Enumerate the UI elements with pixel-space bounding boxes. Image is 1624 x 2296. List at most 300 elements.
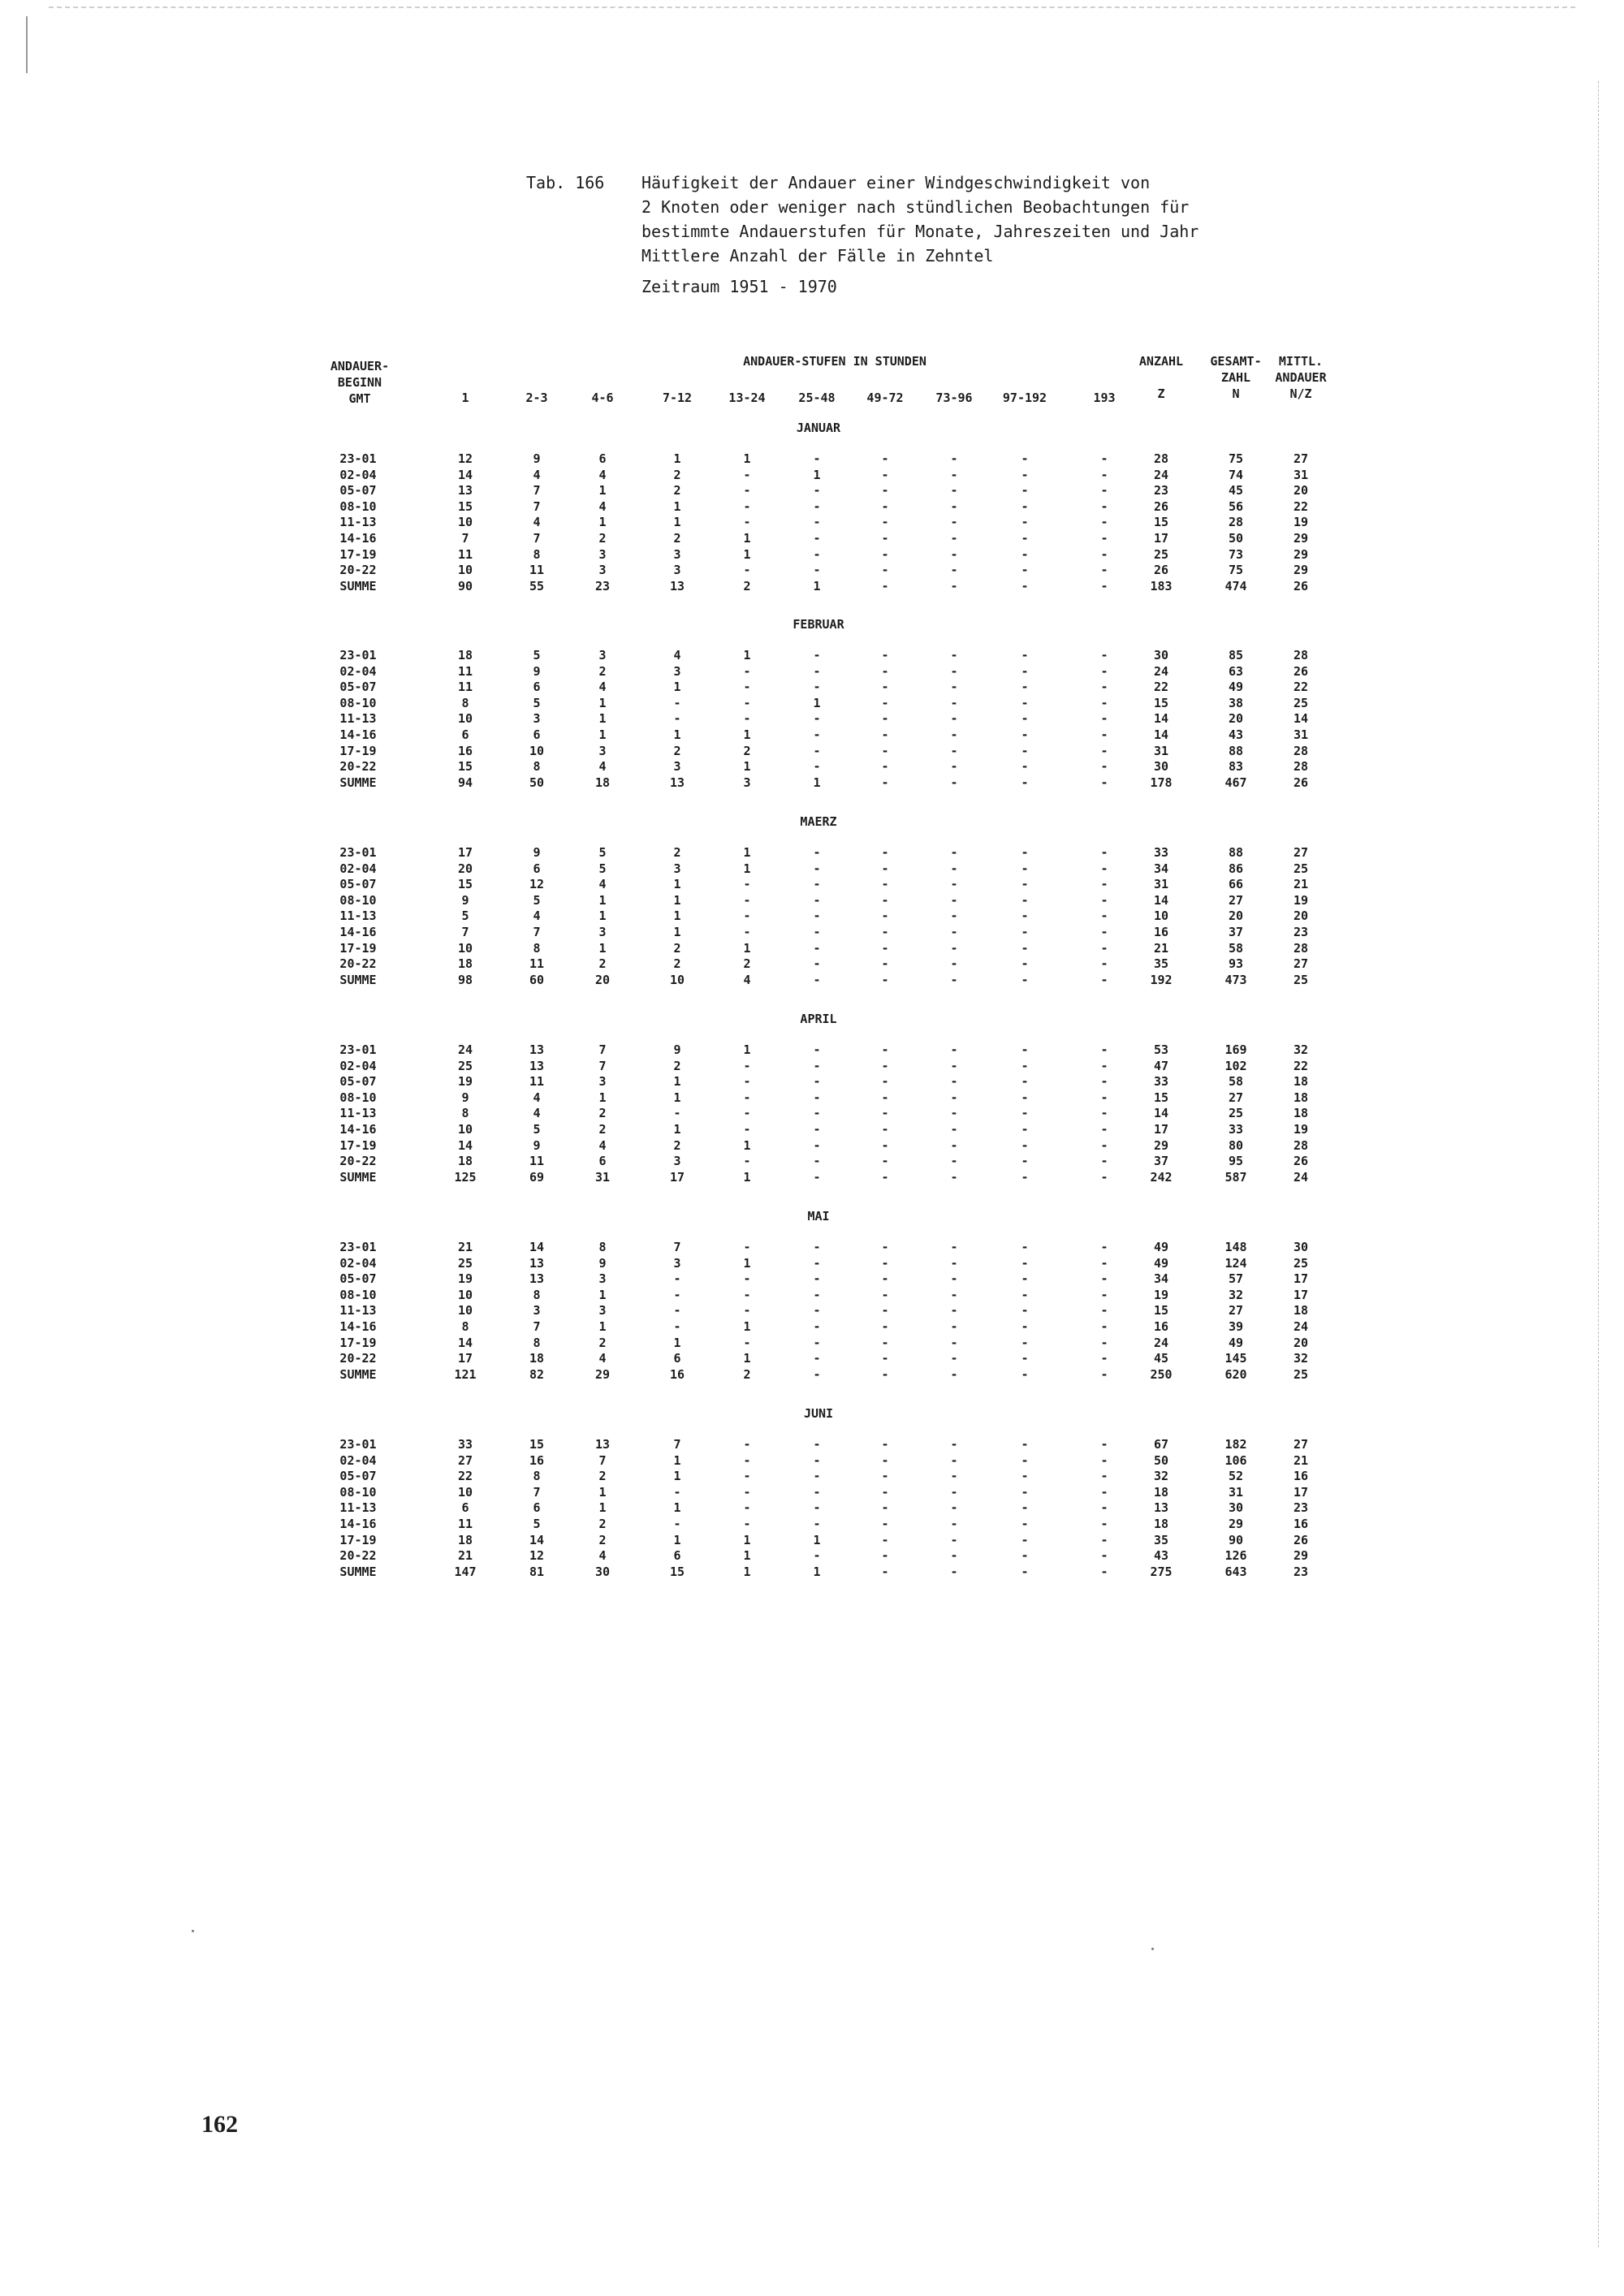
table-cell: 56 — [1228, 498, 1244, 514]
table-cell: - — [813, 1090, 821, 1105]
table-cell: 1 — [598, 892, 607, 908]
table-cell: - — [1100, 1564, 1108, 1579]
table-cell: 16 — [1293, 1469, 1309, 1484]
table-cell: - — [881, 972, 889, 987]
table-cell: - — [1021, 892, 1029, 908]
table-cell: - — [881, 563, 889, 578]
table-cell: 1 — [813, 578, 821, 593]
table-cell: 32 — [1153, 1469, 1169, 1484]
table-cell: 33 — [1228, 1122, 1244, 1137]
table-cell: - — [1021, 956, 1029, 972]
table-cell: 4 — [598, 877, 607, 892]
table-cell: 3 — [598, 1271, 607, 1287]
table-cell: 12 — [529, 877, 545, 892]
row-label: 23-01 — [339, 1042, 377, 1057]
table-cell: - — [950, 1169, 958, 1185]
table-cell: - — [950, 467, 958, 482]
row-label: 23-01 — [339, 451, 377, 466]
table-cell: 21 — [1293, 1452, 1309, 1468]
table-cell: 13 — [669, 775, 685, 790]
table-cell: - — [743, 1469, 751, 1484]
table-cell: - — [881, 663, 889, 679]
table-cell: - — [881, 680, 889, 695]
table-cell: - — [813, 861, 821, 876]
column-header: 73-96 — [935, 391, 973, 405]
table-cell: - — [950, 680, 958, 695]
table-cell: 75 — [1228, 451, 1244, 466]
caption-text — [641, 170, 1307, 299]
table-cell: - — [813, 1452, 821, 1468]
table-cell: 18 — [529, 1351, 545, 1366]
table-cell: 25 — [457, 1255, 473, 1271]
table-cell: 18 — [457, 1154, 473, 1169]
table-cell: 17 — [1293, 1271, 1309, 1287]
header-gesamt-zahl: ZAHL — [1220, 370, 1251, 385]
table-cell: - — [1100, 892, 1108, 908]
table-cell: - — [1021, 648, 1029, 662]
table-cell: 34 — [1153, 1271, 1169, 1287]
table-cell: 45 — [1153, 1351, 1169, 1366]
table-cell: - — [673, 1287, 681, 1302]
table-row — [0, 711, 1624, 727]
table-cell: 14 — [1153, 892, 1169, 908]
table-cell: - — [1021, 759, 1029, 775]
table-cell: 27 — [1293, 845, 1309, 860]
table-cell: - — [1100, 1517, 1108, 1531]
table-cell: 14 — [1153, 1106, 1169, 1121]
table-cell: 15 — [1153, 1090, 1169, 1105]
table-cell: 7 — [598, 1042, 607, 1057]
table-cell: 121 — [454, 1366, 477, 1382]
table-cell: 10 — [457, 563, 473, 578]
table-cell: - — [813, 1469, 821, 1484]
table-cell: 1 — [673, 892, 681, 908]
table-cell: 45 — [1228, 483, 1244, 498]
table-cell: 13 — [594, 1437, 611, 1452]
table-cell: - — [1021, 1074, 1029, 1090]
table-cell: 6 — [461, 1500, 469, 1516]
row-label: 05-07 — [339, 877, 377, 892]
table-row — [0, 1485, 1624, 1501]
row-label: SUMME — [339, 1564, 377, 1579]
table-cell: - — [1100, 648, 1108, 662]
table-cell: - — [881, 759, 889, 775]
table-cell: 250 — [1150, 1366, 1173, 1382]
table-cell: - — [881, 1058, 889, 1073]
table-cell: - — [743, 877, 751, 892]
table-cell: 75 — [1228, 563, 1244, 578]
table-cell: 587 — [1224, 1169, 1247, 1185]
table-row — [0, 1090, 1624, 1107]
table-cell: 17 — [1293, 1287, 1309, 1302]
table-cell: 1 — [673, 877, 681, 892]
table-row — [0, 1453, 1624, 1470]
table-cell: - — [1100, 563, 1108, 578]
table-cell: 10 — [457, 1287, 473, 1302]
table-cell: - — [950, 1287, 958, 1302]
column-header: 25-48 — [798, 391, 836, 405]
table-cell: - — [813, 663, 821, 679]
table-cell: 1 — [598, 1090, 607, 1105]
table-cell: 1 — [743, 1351, 751, 1366]
table-cell: - — [1100, 743, 1108, 758]
table-row — [0, 744, 1624, 760]
table-cell: - — [950, 1335, 958, 1350]
table-cell: - — [1100, 1335, 1108, 1350]
table-cell: - — [1021, 775, 1029, 790]
table-cell: 1 — [673, 925, 681, 939]
table-row — [0, 1319, 1624, 1336]
month-heading: JUNI — [803, 1406, 834, 1421]
table-cell: - — [950, 1106, 958, 1121]
table-cell: 23 — [594, 578, 611, 593]
table-cell: 28 — [1293, 648, 1309, 662]
table-cell: 182 — [1224, 1437, 1247, 1452]
table-cell: 1 — [598, 1500, 607, 1516]
table-row — [0, 664, 1624, 680]
table-cell: - — [950, 1469, 958, 1484]
row-label: 08-10 — [339, 1484, 377, 1500]
table-cell: - — [881, 1042, 889, 1057]
table-cell: - — [743, 1303, 751, 1318]
table-cell: - — [1100, 1351, 1108, 1366]
table-cell: - — [1021, 515, 1029, 530]
table-cell: 29 — [1293, 563, 1309, 578]
table-cell: - — [881, 956, 889, 972]
table-cell: - — [881, 1484, 889, 1500]
table-cell: 1 — [673, 908, 681, 924]
table-cell: - — [1100, 578, 1108, 593]
table-cell: 1 — [743, 1548, 751, 1564]
table-cell: - — [813, 531, 821, 546]
table-cell: 10 — [529, 743, 545, 758]
table-cell: 27 — [1293, 1437, 1309, 1452]
table-cell: - — [1100, 531, 1108, 546]
row-label: 17-19 — [339, 743, 377, 758]
table-cell: - — [1100, 956, 1108, 972]
table-cell: - — [813, 743, 821, 758]
table-cell: 13 — [529, 1058, 545, 1073]
table-cell: - — [950, 1058, 958, 1073]
table-row — [0, 861, 1624, 878]
table-cell: 1 — [598, 1319, 607, 1334]
table-cell: - — [1021, 727, 1029, 742]
table-cell: 2 — [673, 1137, 681, 1153]
table-row — [0, 1351, 1624, 1367]
table-cell: - — [1021, 483, 1029, 498]
month-heading: APRIL — [800, 1012, 837, 1026]
row-label: 02-04 — [339, 1452, 377, 1468]
table-cell: 1 — [813, 1564, 821, 1579]
row-label: 05-07 — [339, 1074, 377, 1090]
table-cell: - — [950, 1303, 958, 1318]
table-cell: 13 — [1153, 1500, 1169, 1516]
table-row — [0, 908, 1624, 925]
table-cell: - — [1021, 1548, 1029, 1564]
table-cell: 14 — [457, 1335, 473, 1350]
scan-speck — [192, 1930, 194, 1932]
table-cell: - — [1100, 1437, 1108, 1452]
table-cell: - — [1021, 1106, 1029, 1121]
table-cell: - — [881, 1169, 889, 1185]
table-cell: 14 — [1293, 711, 1309, 727]
table-cell: - — [1021, 1564, 1029, 1579]
row-label: 05-07 — [339, 483, 377, 498]
caption-period: Zeitraum 1951 - 1970 — [641, 277, 837, 296]
table-cell: 5 — [598, 861, 607, 876]
table-cell: 6 — [533, 861, 541, 876]
row-label: 17-19 — [339, 1137, 377, 1153]
table-cell: 4 — [533, 467, 541, 482]
table-cell: 52 — [1228, 1469, 1244, 1484]
table-cell: - — [950, 1090, 958, 1105]
table-cell: 15 — [1153, 1303, 1169, 1318]
table-cell: 11 — [529, 956, 545, 972]
table-cell: - — [1100, 1106, 1108, 1121]
table-cell: - — [950, 1484, 958, 1500]
table-cell: - — [950, 563, 958, 578]
table-cell: 19 — [457, 1074, 473, 1090]
row-label: 23-01 — [339, 845, 377, 860]
table-cell: 4 — [598, 498, 607, 514]
table-cell: - — [673, 1517, 681, 1531]
table-cell: 38 — [1228, 695, 1244, 710]
table-cell: - — [950, 1042, 958, 1057]
table-cell: 147 — [454, 1564, 477, 1579]
table-cell: - — [950, 877, 958, 892]
table-cell: - — [1100, 451, 1108, 466]
row-label: 17-19 — [339, 546, 377, 562]
table-cell: 124 — [1224, 1255, 1247, 1271]
table-cell: 25 — [1228, 1106, 1244, 1121]
table-cell: - — [950, 1271, 958, 1287]
table-cell: - — [881, 515, 889, 530]
table-cell: 3 — [598, 563, 607, 578]
table-cell: - — [950, 861, 958, 876]
table-cell: - — [743, 711, 751, 727]
table-cell: 50 — [1153, 1452, 1169, 1468]
header-anzahl: ANZAHL — [1138, 354, 1184, 369]
table-cell: 94 — [457, 775, 473, 790]
table-cell: - — [743, 1090, 751, 1105]
header-mittl: MITTL. — [1278, 354, 1324, 369]
table-row — [0, 956, 1624, 973]
table-row — [0, 1533, 1624, 1549]
table-cell: - — [1100, 972, 1108, 987]
table-cell: - — [1100, 1058, 1108, 1073]
table-cell: - — [1021, 1351, 1029, 1366]
table-cell: - — [881, 1548, 889, 1564]
table-cell: - — [1100, 759, 1108, 775]
table-cell: - — [813, 451, 821, 466]
table-cell: 23 — [1153, 483, 1169, 498]
table-row — [0, 1256, 1624, 1272]
table-cell: - — [813, 1074, 821, 1090]
table-cell: 31 — [1293, 467, 1309, 482]
table-cell: 47 — [1153, 1058, 1169, 1073]
table-cell: 1 — [673, 1469, 681, 1484]
table-cell: 88 — [1228, 743, 1244, 758]
table-cell: 1 — [673, 1074, 681, 1090]
table-cell: 2 — [673, 1058, 681, 1073]
table-cell: - — [743, 1271, 751, 1287]
table-cell: 2 — [673, 743, 681, 758]
table-cell: - — [1021, 680, 1029, 695]
table-cell: - — [950, 1351, 958, 1366]
table-cell: 1 — [673, 680, 681, 695]
table-cell: - — [1100, 925, 1108, 939]
table-cell: - — [881, 1500, 889, 1516]
table-cell: 73 — [1228, 546, 1244, 562]
table-cell: 6 — [673, 1548, 681, 1564]
table-cell: 2 — [743, 956, 751, 972]
table-cell: 32 — [1228, 1287, 1244, 1302]
table-cell: 4 — [533, 1106, 541, 1121]
table-cell: 2 — [673, 956, 681, 972]
table-cell: - — [881, 578, 889, 593]
table-cell: - — [881, 1090, 889, 1105]
table-cell: - — [1100, 1154, 1108, 1169]
table-cell: - — [950, 515, 958, 530]
table-cell: 6 — [533, 727, 541, 742]
table-cell: 20 — [1228, 908, 1244, 924]
table-cell: 23 — [1293, 925, 1309, 939]
row-label: 20-22 — [339, 759, 377, 775]
table-cell: - — [1100, 467, 1108, 482]
table-cell: - — [673, 1106, 681, 1121]
table-cell: 8 — [598, 1240, 607, 1254]
table-cell: - — [813, 1366, 821, 1382]
table-cell: 13 — [457, 483, 473, 498]
table-cell: 2 — [673, 483, 681, 498]
table-cell: - — [813, 908, 821, 924]
table-cell: - — [1100, 1287, 1108, 1302]
table-cell: - — [1021, 546, 1029, 562]
table-cell: - — [1021, 1500, 1029, 1516]
table-cell: 14 — [457, 467, 473, 482]
table-cell: 18 — [1293, 1303, 1309, 1318]
table-cell: 37 — [1153, 1154, 1169, 1169]
table-cell: - — [1100, 1452, 1108, 1468]
table-cell: 3 — [533, 711, 541, 727]
table-cell: - — [1100, 663, 1108, 679]
table-cell: 1 — [743, 1169, 751, 1185]
table-cell: 1 — [673, 498, 681, 514]
table-cell: 2 — [673, 467, 681, 482]
table-cell: 14 — [529, 1240, 545, 1254]
table-cell: 10 — [1153, 908, 1169, 924]
table-cell: 28 — [1293, 940, 1309, 956]
table-cell: 50 — [1228, 531, 1244, 546]
table-cell: - — [743, 1074, 751, 1090]
column-header: 7-12 — [662, 391, 693, 405]
table-cell: 8 — [533, 940, 541, 956]
table-cell: 25 — [1293, 1366, 1309, 1382]
table-cell: 19 — [1293, 515, 1309, 530]
table-cell: - — [881, 892, 889, 908]
table-cell: 25 — [1293, 861, 1309, 876]
table-cell: 31 — [1228, 1484, 1244, 1500]
table-cell: - — [813, 1154, 821, 1169]
table-cell: 15 — [669, 1564, 685, 1579]
table-cell: 7 — [533, 498, 541, 514]
table-cell: - — [743, 892, 751, 908]
table-cell: 49 — [1228, 1335, 1244, 1350]
table-cell: 16 — [1153, 925, 1169, 939]
table-cell: 16 — [1153, 1319, 1169, 1334]
table-cell: - — [743, 1484, 751, 1500]
table-cell: 11 — [457, 1517, 473, 1531]
table-cell: - — [743, 1335, 751, 1350]
table-cell: 30 — [1153, 759, 1169, 775]
table-cell: - — [813, 498, 821, 514]
table-cell: - — [950, 1437, 958, 1452]
table-cell: 29 — [1293, 1548, 1309, 1564]
table-cell: 1 — [598, 727, 607, 742]
table-cell: 3 — [673, 759, 681, 775]
table-cell: - — [881, 467, 889, 482]
table-cell: 14 — [457, 1137, 473, 1153]
table-cell: 9 — [533, 1137, 541, 1153]
table-cell: 66 — [1228, 877, 1244, 892]
table-cell: - — [1021, 1303, 1029, 1318]
row-label: 20-22 — [339, 1548, 377, 1564]
table-cell: 7 — [461, 531, 469, 546]
table-cell: 17 — [457, 1351, 473, 1366]
row-label: 05-07 — [339, 1469, 377, 1484]
table-cell: 15 — [1153, 695, 1169, 710]
table-cell: - — [950, 483, 958, 498]
table-cell: 83 — [1228, 759, 1244, 775]
table-cell: 88 — [1228, 845, 1244, 860]
table-cell: 473 — [1224, 972, 1247, 987]
table-cell: - — [1100, 908, 1108, 924]
table-cell: 31 — [1293, 727, 1309, 742]
table-cell: 7 — [533, 483, 541, 498]
table-cell: - — [743, 563, 751, 578]
month-heading: JANUAR — [796, 421, 841, 435]
table-cell: - — [950, 956, 958, 972]
table-cell: - — [813, 1335, 821, 1350]
table-row — [0, 648, 1624, 664]
table-cell: - — [881, 1154, 889, 1169]
table-cell: - — [813, 972, 821, 987]
table-cell: 5 — [533, 648, 541, 662]
table-cell: 2 — [598, 1532, 607, 1547]
table-row — [0, 1336, 1624, 1352]
table-cell: - — [1100, 940, 1108, 956]
table-cell: 1 — [673, 451, 681, 466]
table-cell: 3 — [673, 546, 681, 562]
table-cell: 1 — [673, 515, 681, 530]
table-cell: 58 — [1228, 1074, 1244, 1090]
table-cell: 2 — [598, 531, 607, 546]
row-label: 14-16 — [339, 1319, 377, 1334]
header-begin-line-3: GMT — [348, 391, 371, 406]
table-cell: 106 — [1224, 1452, 1247, 1468]
table-cell: - — [950, 451, 958, 466]
table-row — [0, 1059, 1624, 1075]
table-cell: 3 — [598, 546, 607, 562]
table-row — [0, 1437, 1624, 1453]
table-cell: - — [1100, 1319, 1108, 1334]
table-cell: 10 — [457, 515, 473, 530]
table-cell: - — [950, 1240, 958, 1254]
table-cell: 31 — [1153, 743, 1169, 758]
table-cell: 5 — [533, 892, 541, 908]
table-cell: 81 — [529, 1564, 545, 1579]
table-cell: - — [881, 925, 889, 939]
